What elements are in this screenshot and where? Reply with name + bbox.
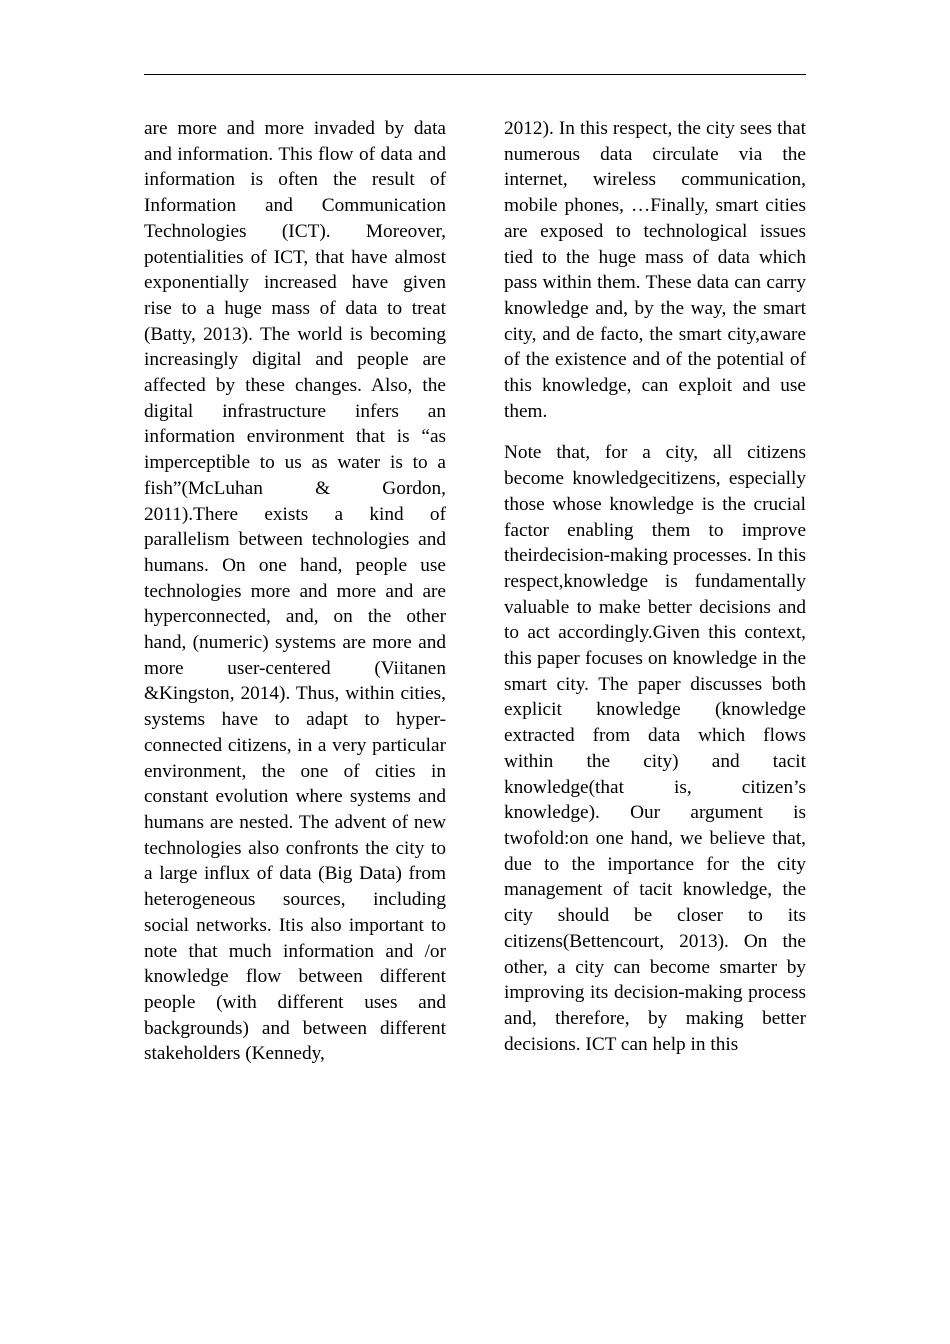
paragraph: 2012). In this respect, the city sees that numerous data circulate via the internet, wireless communication, mobile phones, …Finally, smart cities are exposed to technological issues tied to the huge mass of data which pass within them. These data can carry knowledge and, by the way, the smart city, and de facto, the smart city,aware of the existence and of the potential of this knowledge, can exploit and use them. xyxy=(504,118,806,422)
paragraph: Note that, for a city, all citizens become knowledgecitizens, especially those whose knowledge is the crucial factor enabling them to improve theirdecision-making processes. In this respect,knowledge is fundamentally valuable to make better decisions and to act accordingly.Given this context, this paper focuses on knowledge in the smart city. The paper discusses both explicit knowledge (knowledge extracted from data which flows within the city) and tacit knowledge(that is, citizen’s knowledge). Our argument is twofold:on one hand, we believe that, due to the importance for the city management of tacit knowledge, the city should be closer to its citizens(Bettencourt, 2013). On the other, a city can become smarter by improving its decision-making process and, therefore, by making better decisions. ICT can help in this xyxy=(504,442,806,1055)
paragraph: are more and more invaded by data and information. This flow of data and information is often the result of Information and Communication Technologies (ICT). Moreover, potentialities of ICT, that have almost exponentially increased have given rise to a huge mass of data to treat (Batty, 2013). The world is becoming increasingly digital and people are affected by these changes. Also, the digital infrastructure infers an information environment that is “as imperceptible to us as water is to a fish”(McLuhan & Gordon, 2011).There exists a kind of parallelism between technologies and humans. On one hand, people use technologies more and more and are hyperconnected, and, on the other hand, (numeric) systems are more and more user-centered (Viitanen &Kingston, 2014). Thus, within cities, systems have to adapt to hyper-connected citizens, in a very particular environment, the one of cities in constant evolution where systems and humans are nested. The advent of new technologies also confronts the city to a large influx of data (Big Data) from heterogeneous sources, including social networks. Itis also important to note that much information and /or knowledge flow between different people (with different uses and backgrounds) and between different stakeholders (Kennedy, xyxy=(144,118,446,1065)
right-text-column xyxy=(504,116,806,1057)
left-text-column xyxy=(144,116,446,1067)
header-rule xyxy=(144,74,806,75)
